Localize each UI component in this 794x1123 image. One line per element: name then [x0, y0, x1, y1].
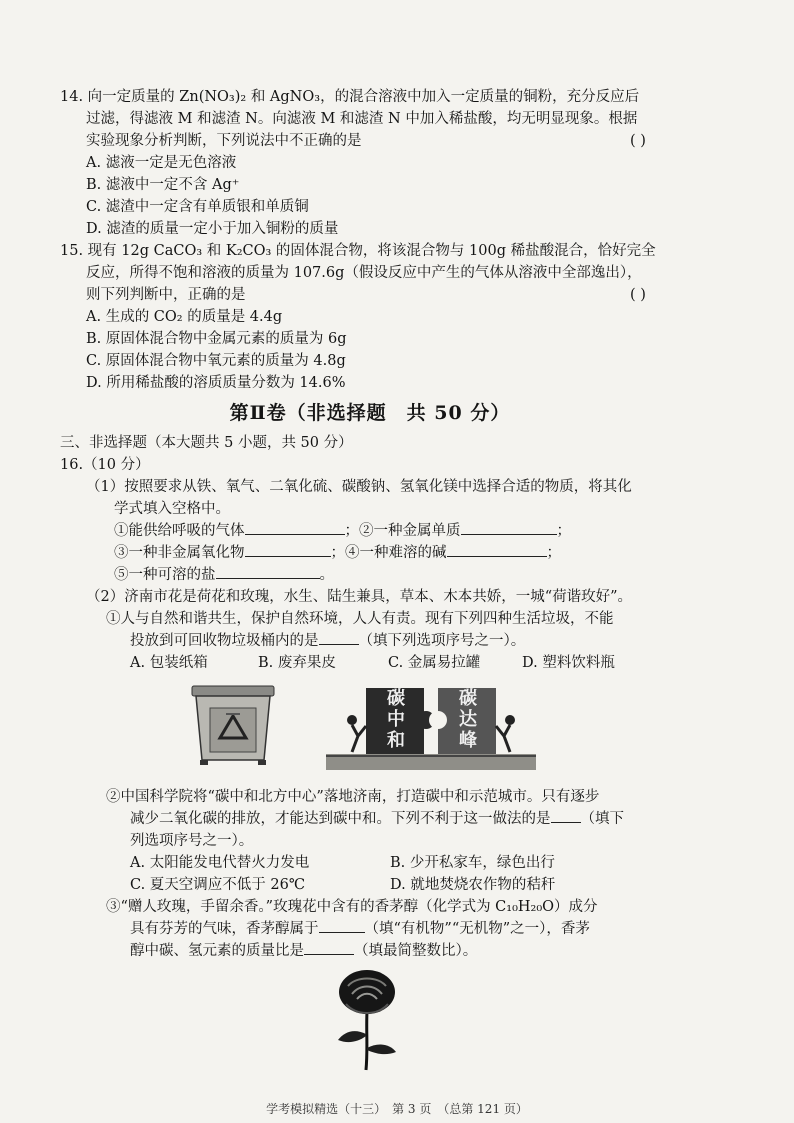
q16-c1-option-b: B. 废弃果皮 [258, 655, 336, 671]
q15-line2: 反应，所得不饱和溶液的质量为 107.6g（假设反应中产生的气体从溶液中全部逸出）， [86, 265, 642, 281]
q16-blank-row1 [114, 520, 571, 542]
puzzle-right-char-1: 碳 [459, 688, 477, 709]
puzzle-right-label [456, 688, 480, 751]
q15-line1: 15. 现有 12g CaCO₃ 和 K₂CO₃ 的固体混合物，将该混合物与 100g 稀盐酸混合，恰好完全 [60, 243, 656, 259]
q16-semicolon1: ； [556, 523, 571, 539]
carbon-neutral-puzzle-image [326, 684, 536, 772]
q16-blank5-label: ⑤一种可溶的盐 [114, 567, 216, 583]
q16-blank2-label: ；②一种金属单质 [344, 523, 461, 539]
q16-c1-line2 [130, 630, 525, 652]
q16-blank5[interactable] [216, 564, 320, 579]
q16-blank3-label: ③一种非金属氧化物 [114, 545, 245, 561]
q16-c1-text-b: （填下列选项序号之一）。 [358, 633, 526, 649]
q16-blank1-label: ①能供给呼吸的气体 [114, 523, 245, 539]
puzzle-graphic [326, 684, 536, 772]
q16-period: 。 [319, 567, 334, 583]
q16-c3-text-b: （填“有机物”“无机物”之一），香茅 [364, 921, 590, 937]
q14-option-d: D. 滤渣的质量一定小于加入铜粉的质量 [86, 221, 339, 237]
q15-answer-paren: ( ) [630, 287, 646, 303]
q15-option-a: A. 生成的 CO₂ 的质量是 4.4g [86, 309, 283, 325]
q16-blank-row3 [114, 564, 334, 586]
q16-heading: 16.（10 分） [60, 457, 150, 473]
q16-c2-option-d: D. 就地焚烧农作物的秸秆 [390, 877, 556, 893]
q14-line3: 实验现象分析判断，下列说法中不正确的是 [86, 133, 362, 149]
q15-option-c: C. 原固体混合物中氧元素的质量为 4.8g [86, 353, 346, 369]
q14-line1: 14. 向一定质量的 Zn(NO₃)₂ 和 AgNO₃，的混合溶液中加入一定质量的铜粉，充分反应后 [60, 89, 640, 105]
q16-part1-line1: （1）按照要求从铁、氧气、二氧化硫、碳酸钠、氢氧化镁中选择合适的物质，将其化 [86, 479, 632, 495]
q16-c3-line3 [130, 940, 477, 962]
q16-c3-text-d: （填最简整数比）。 [354, 943, 478, 959]
q16-blank4[interactable] [447, 542, 547, 557]
q16-blank3[interactable] [245, 542, 331, 557]
section3-heading: 三、非选择题（本大题共 5 小题，共 50 分） [60, 435, 353, 451]
q16-c3-blank2[interactable] [304, 940, 354, 955]
q16-c3-blank1[interactable] [319, 918, 365, 933]
q16-c1-option-c: C. 金属易拉罐 [388, 655, 481, 671]
q16-c3-line2 [130, 918, 590, 940]
q16-c2-line1: ②中国科学院将“碳中和北方中心”落地济南，打造碳中和示范城市。只有逐步 [106, 789, 600, 805]
q14-option-c: C. 滤渣中一定含有单质银和单质铜 [86, 199, 309, 215]
q16-c2-blank[interactable] [551, 808, 581, 823]
recycling-bin-image [190, 684, 276, 766]
rose-image [326, 968, 408, 1072]
q16-c2-option-c: C. 夏天空调应不低于 26℃ [130, 877, 306, 893]
puzzle-left-label [384, 688, 408, 751]
q16-c3-text-a: 具有芬芳的气味，香茅醇属于 [130, 921, 319, 937]
q16-c2-line2 [130, 808, 624, 830]
q16-c2-text-b: （填下 [580, 811, 624, 827]
puzzle-left-char-3: 和 [387, 730, 405, 751]
q16-c2-option-b: B. 少开私家车，绿色出行 [390, 855, 555, 871]
q16-c2-line3: 列选项序号之一）。 [130, 833, 254, 849]
q16-c2-option-a: A. 太阳能发电代替火力发电 [130, 855, 310, 871]
puzzle-right-char-2: 达 [459, 709, 477, 730]
q14-option-b: B. 滤液中一定不含 Ag⁺ [86, 177, 240, 193]
q16-semicolon2: ； [546, 545, 561, 561]
q16-c2-text-a: 减少二氧化碳的排放，才能达到碳中和。下列不利于这一做法的是 [130, 811, 551, 827]
q15-line3: 则下列判断中，正确的是 [86, 287, 246, 303]
q16-blank4-label: ；④一种难溶的碱 [330, 545, 447, 561]
q16-part1-line2: 学式填入空格中。 [114, 501, 230, 517]
q15-option-b: B. 原固体混合物中金属元素的质量为 6g [86, 331, 347, 347]
q14-line2: 过滤，得滤液 M 和滤渣 N。向滤液 M 和滤渣 N 中加入稀盐酸，均无明显现象。根据 [86, 111, 638, 127]
q14-answer-paren: ( ) [630, 133, 646, 149]
section-title: 第Ⅱ卷（非选择题 共 50 分） [229, 402, 511, 424]
q16-blank1[interactable] [245, 520, 345, 535]
q16-c3-line1: ③“赠人玫瑰，手留余香。”玫瑰花中含有的香茅醇（化学式为 C₁₀H₂₀O）成分 [106, 899, 598, 915]
q15-option-d: D. 所用稀盐酸的溶质质量分数为 14.6% [86, 375, 346, 391]
q16-blank2[interactable] [461, 520, 557, 535]
page-footer: 学考模拟精选（十三） 第 3 页 （总第 121 页） [266, 1102, 528, 1116]
puzzle-left-char-2: 中 [387, 709, 405, 730]
q16-c1-option-a: A. 包装纸箱 [130, 655, 208, 671]
q16-c1-line1: ①人与自然和谐共生，保护自然环境，人人有责。现有下列四种生活垃圾，不能 [106, 611, 614, 627]
q16-c3-text-c: 醇中碳、氢元素的质量比是 [130, 943, 304, 959]
puzzle-right-char-3: 峰 [459, 730, 477, 751]
q16-blank-row2 [114, 542, 561, 564]
q16-part2-line1: （2）济南市花是荷花和玫瑰，水生、陆生兼具，草本、木本共娇，一城“荷谐玫好”。 [86, 589, 633, 605]
q14-option-a: A. 滤液一定是无色溶液 [86, 155, 237, 171]
q16-c1-text-a: 投放到可回收物垃圾桶内的是 [130, 633, 319, 649]
puzzle-left-char-1: 碳 [387, 688, 405, 709]
q16-c1-blank[interactable] [319, 630, 359, 645]
q16-c1-option-d: D. 塑料饮料瓶 [522, 655, 615, 671]
